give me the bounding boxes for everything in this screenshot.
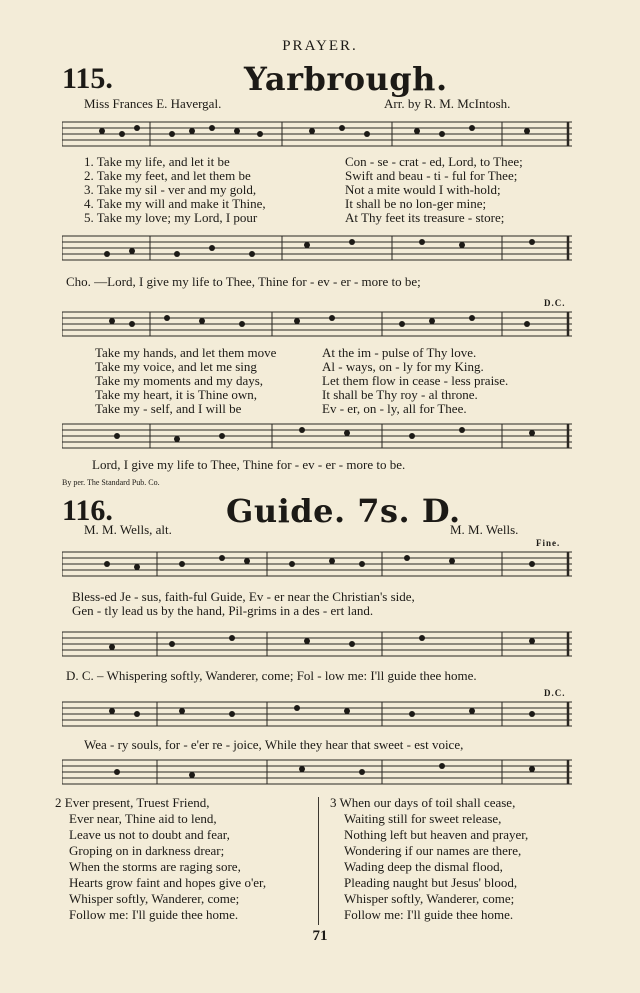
fine-label-116: Fine. xyxy=(536,538,561,548)
verse-line: Whisper softly, Wanderer, come; xyxy=(69,891,240,906)
verses-b-115 xyxy=(345,155,523,225)
section-title: PRAYER. xyxy=(282,38,358,54)
verses-d-115 xyxy=(322,346,508,416)
verse-line: 2. Take my feet, and let them be xyxy=(84,168,251,183)
verse-line: 3. Take my sil - ver and my gold, xyxy=(84,182,257,197)
verse-line: It shall be Thy roy - al throne. xyxy=(322,387,478,402)
hymn-number-115: 115. xyxy=(62,62,113,95)
verse-line: Let them flow in cease - less praise. xyxy=(322,373,509,388)
verse-line: Pleading naught but Jesus' blood, xyxy=(344,875,518,890)
verse-3-116 xyxy=(330,795,528,923)
page-number: 71 xyxy=(312,928,328,944)
music-staff-treble-2 xyxy=(62,308,572,340)
verse-line: Ever near, Thine aid to lend, xyxy=(69,811,217,826)
verse-line: Follow me: I'll guide thee home. xyxy=(344,907,514,922)
verse-line: Al - ways, on - ly for my King. xyxy=(322,359,484,374)
music-staff-treble-3 xyxy=(62,548,572,580)
verse-line: Waiting still for sweet release, xyxy=(344,811,502,826)
music-staff-treble-1 xyxy=(62,118,572,150)
verse-line: 5. Take my love; my Lord, I pour xyxy=(84,210,258,225)
hymn-author-115: Miss Frances E. Havergal. xyxy=(84,96,222,111)
dc-label-115: D.C. xyxy=(544,298,566,308)
verse-line: Groping on in darkness drear; xyxy=(69,843,225,858)
verse-line: Take my - self, and I will be xyxy=(95,401,242,416)
verse-line: Take my voice, and let me sing xyxy=(95,359,257,374)
verse-2-116 xyxy=(55,795,266,923)
verse-line: At Thy feet its treasure - store; xyxy=(345,210,505,225)
hymn-author-116: M. M. Wells, alt. xyxy=(84,522,172,537)
hymn-composer-116: M. M. Wells. xyxy=(450,522,519,537)
verse-line: 4. Take my will and make it Thine, xyxy=(84,196,266,211)
verse1-line2-116: Gen - tly lead us by the hand, Pil-grims in a des - ert land. xyxy=(72,603,374,618)
verse-line: Take my heart, it is Thine own, xyxy=(95,387,258,402)
verse-line: It shall be no lon-ger mine; xyxy=(345,196,487,211)
verse-line: Not a mite would I with-hold; xyxy=(345,182,501,197)
music-staff-bass-3 xyxy=(62,628,572,660)
hymn-title-116: Guide. 7s. D. xyxy=(226,492,461,530)
music-staff-bass-4 xyxy=(62,756,572,788)
dc-label-116: D.C. xyxy=(544,688,566,698)
verse-line: Whisper softly, Wanderer, come; xyxy=(344,891,515,906)
verse-line: Leave us not to doubt and fear, xyxy=(69,827,230,842)
verses-a-115 xyxy=(84,155,266,225)
verses-c-115 xyxy=(95,346,276,416)
verse-line: Wondering if our names are there, xyxy=(344,843,522,858)
verse-line: 2 Ever present, Truest Friend, xyxy=(55,795,210,810)
hymn-title-115: Yarbrough. xyxy=(244,60,448,98)
verse-line: Ev - er, on - ly, all for Thee. xyxy=(322,401,467,416)
music-staff-bass-2 xyxy=(62,420,572,452)
verse-line: When the storms are raging sore, xyxy=(69,859,241,874)
line3-116: Wea - ry souls, for - e'er re - joice, While they hear that sweet - est voice, xyxy=(84,737,464,752)
verse-line: Nothing left but heaven and prayer, xyxy=(344,827,529,842)
chorus-line-1-115: Cho. —Lord, I give my life to Thee, Thine for - ev - er - more to be; xyxy=(66,274,421,289)
chorus-line-2-115: Lord, I give my life to Thee, Thine for - ev - er - more to be. xyxy=(92,457,406,472)
verse1-line1-116: Bless-ed Je - sus, faith-ful Guide, Ev - er near the Christian's side, xyxy=(72,589,415,604)
hymn-number-116: 116. xyxy=(62,494,113,527)
hymn-arranger-115: Arr. by R. M. McIntosh. xyxy=(384,96,511,111)
verse-line: Con - se - crat - ed, Lord, to Thee; xyxy=(345,154,523,169)
music-staff-bass-1 xyxy=(62,232,572,264)
verse-line: Follow me: I'll guide thee home. xyxy=(69,907,239,922)
verse-line: Take my hands, and let them move xyxy=(95,345,277,360)
verse-line: Take my moments and my days, xyxy=(95,373,264,388)
verse-line: At the im - pulse of Thy love. xyxy=(322,345,477,360)
verse-line: 3 When our days of toil shall cease, xyxy=(330,795,516,810)
verse-line: 1. Take my life, and let it be xyxy=(84,154,230,169)
verse-line: Wading deep the dismal flood, xyxy=(344,859,503,874)
dc-line-116: D. C. – Whispering softly, Wanderer, come; Fol - low me: I'll guide thee home. xyxy=(66,668,477,683)
permission-note-115: By per. The Standard Pub. Co. xyxy=(62,478,160,487)
verse-line: Swift and beau - ti - ful for Thee; xyxy=(345,168,518,183)
verse-line: Hearts grow faint and hopes give o'er, xyxy=(69,875,267,890)
music-staff-treble-4 xyxy=(62,698,572,730)
column-divider xyxy=(318,797,319,925)
